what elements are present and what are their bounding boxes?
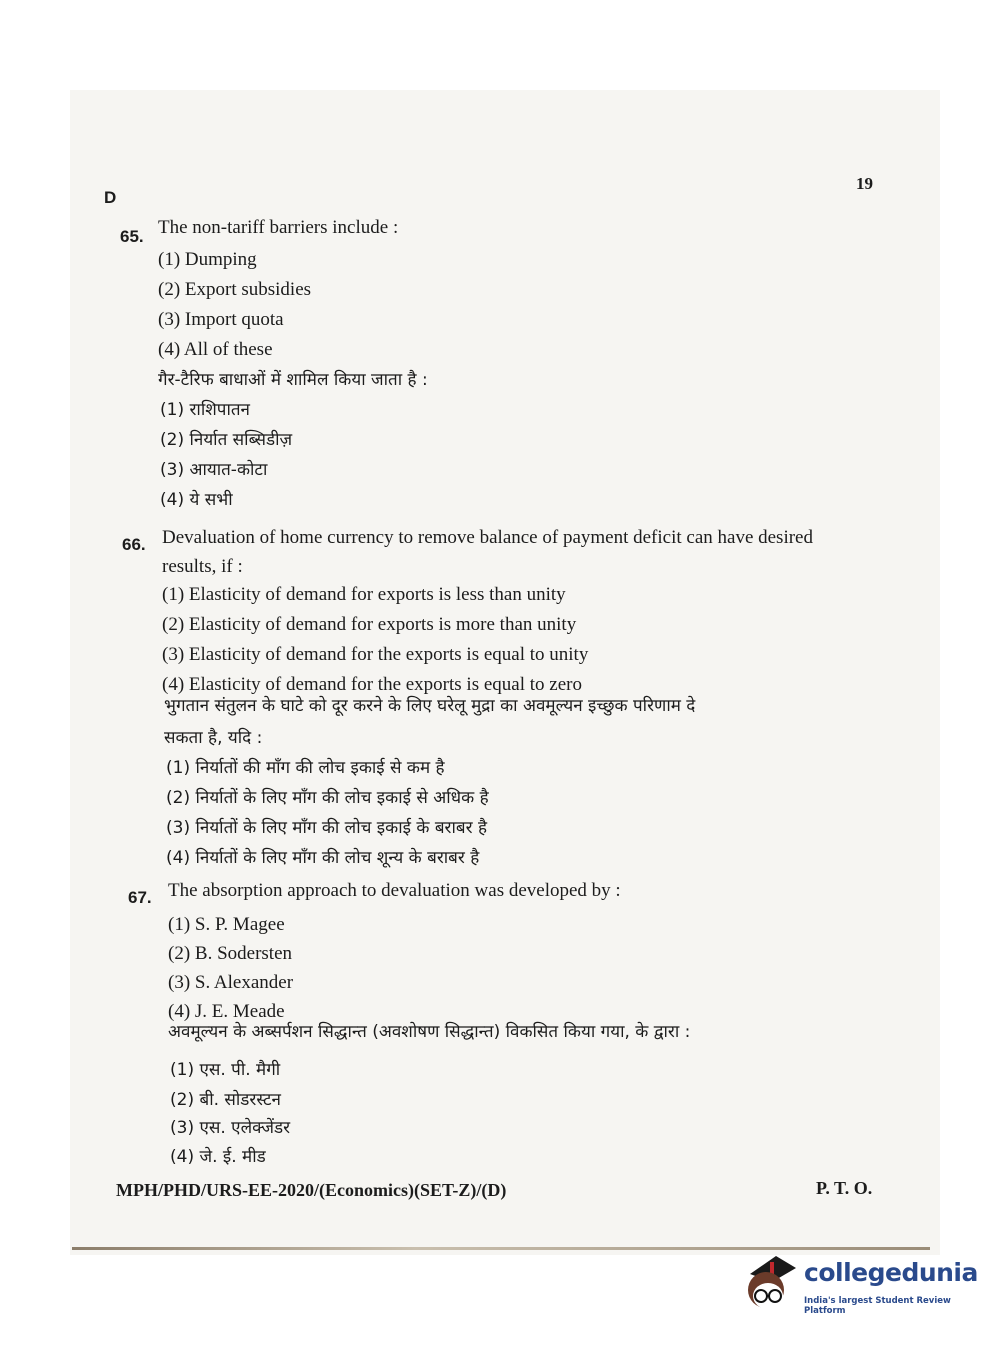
option-hi: (2) निर्यातों के लिए माँग की लोच इकाई से अधिक है (166, 788, 489, 808)
option-en: (3) S. Alexander (168, 972, 294, 993)
question-number: 66. (122, 535, 146, 554)
footer-pto: P. T. O. (816, 1178, 873, 1198)
option-en: (1) Dumping (158, 249, 257, 270)
option-en: (2) B. Sodersten (168, 943, 293, 964)
option-en: (3) Import quota (158, 309, 284, 330)
option-en: (2) Export subsidies (158, 279, 312, 300)
option-en: (2) Elasticity of demand for exports is more than unity (162, 614, 577, 635)
page-number: 19 (856, 174, 873, 193)
option-en: (1) Elasticity of demand for exports is less than unity (162, 584, 566, 605)
option-hi: (4) निर्यातों के लिए माँग की लोच शून्य के बराबर है (166, 848, 480, 868)
question-text-en: results, if : (162, 556, 243, 577)
option-en: (3) Elasticity of demand for the exports is equal to unity (162, 644, 589, 665)
question-text-en: The absorption approach to devaluation was developed by : (168, 880, 621, 901)
option-hi: (4) जे. ई. मीड (170, 1147, 266, 1167)
option-hi: (2) बी. सोडरस्टन (170, 1090, 281, 1110)
question-number: 67. (128, 888, 152, 907)
option-hi: (2) निर्यात सब्सिडीज़ (160, 430, 293, 450)
question-text-en: The non-tariff barriers include : (158, 217, 399, 238)
question-number: 65. (120, 227, 144, 246)
brand-name: collegedunia (804, 1258, 978, 1287)
option-hi: (3) एस. एलेक्जेंडर (170, 1118, 291, 1138)
set-letter: D (104, 188, 117, 207)
question-text-en: Devaluation of home currency to remove balance of payment deficit can have desired (162, 527, 813, 548)
option-hi: (1) निर्यातों की माँग की लोच इकाई से कम है (166, 758, 445, 778)
brand-tagline: India's largest Student Review Platform (804, 1296, 951, 1316)
option-hi: (3) निर्यातों के लिए माँग की लोच इकाई के बराबर है (166, 818, 487, 838)
footer-code: MPH/PHD/URS-EE-2020/(Economics)(SET-Z)/(D) (116, 1180, 507, 1200)
option-en: (4) All of these (158, 339, 273, 360)
option-en: (4) Elasticity of demand for the exports is equal to zero (162, 674, 582, 695)
question-text-hi: गैर-टैरिफ बाधाओं में शामिल किया जाता है : (158, 370, 428, 390)
collegedunia-watermark (742, 1252, 978, 1317)
option-hi: (3) आयात-कोटा (160, 460, 268, 480)
question-text-hi: अवमूल्यन के अब्सर्पशन सिद्धान्त (अवशोषण सिद्धान्त) विकसित किया गया, के द्वारा : (168, 1022, 691, 1042)
mascot-icon (742, 1252, 802, 1316)
option-hi: (1) एस. पी. मैगी (170, 1060, 281, 1080)
option-en: (4) J. E. Meade (168, 1001, 285, 1022)
question-text-hi: भुगतान संतुलन के घाटे को दूर करने के लिए घरेलू मुद्रा का अवमूल्यन इच्छुक परिणाम दे (164, 696, 696, 716)
option-hi: (4) ये सभी (160, 490, 233, 510)
page-edge-line (72, 1247, 930, 1250)
question-text-hi: सकता है, यदि : (164, 728, 263, 748)
option-hi: (1) राशिपातन (160, 400, 250, 420)
option-en: (1) S. P. Magee (168, 914, 285, 935)
